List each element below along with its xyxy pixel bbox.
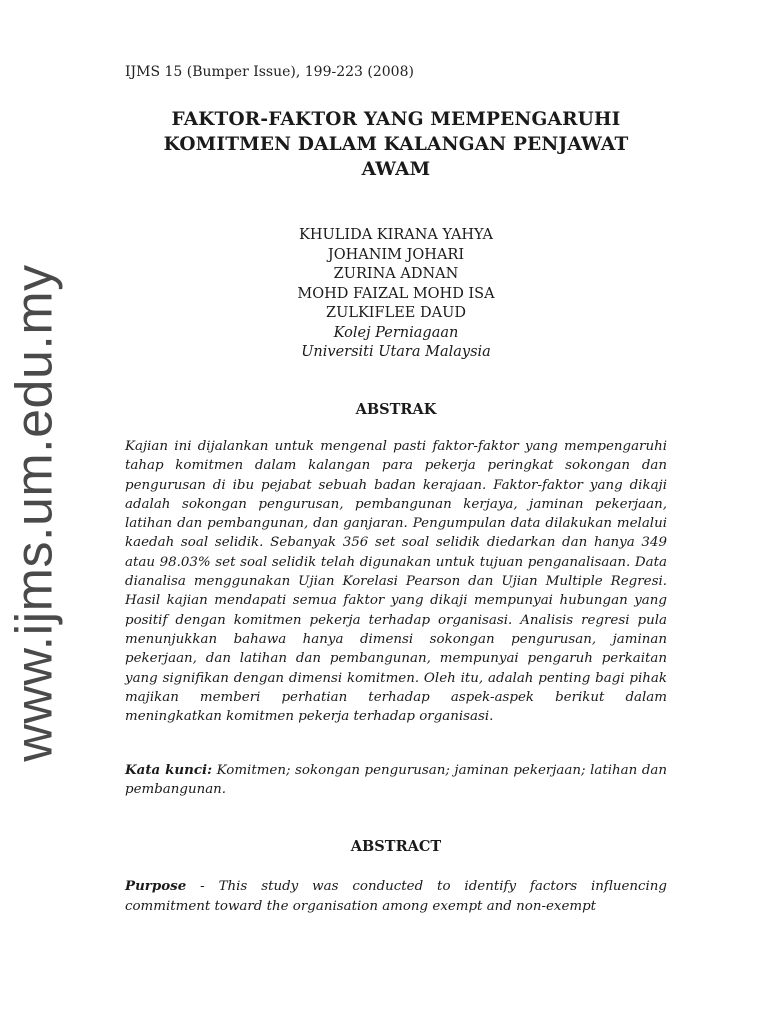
affiliation-line: Universiti Utara Malaysia	[301, 344, 491, 360]
paper-title	[125, 107, 667, 182]
purpose-text: - This study was conducted to identify factors influencing commitment toward the organisation among exempt and non-exempt	[125, 879, 667, 914]
abstrak-heading: ABSTRAK	[355, 401, 437, 418]
author-name: JOHANIM JOHARI	[327, 246, 465, 263]
author-name: MOHD FAIZAL MOHD ISA	[297, 285, 495, 302]
abstrak-body: Kajian ini dijalankan untuk mengenal pasti faktor-faktor yang mempengaruhi tahap komitmen dalam kalangan para pekerja peringkat sokongan dan pengurusan di ibu pejabat sebuah badan kerajaan. Faktor-faktor yang dikaji adalah sokongan pengurusan, pembangunan kerjaya, jaminan pekerjaan, latihan dan pembangunan, dan ganjaran. Pengumpulan data dilakukan melalui kaedah soal selidik. Sebanyak 356 set soal selidik diedarkan dan hanya 349 atau 98.03% set soal selidik telah digunakan untuk tujuan penganalisaan. Data dianalisa menggunakan Ujian Korelasi Pearson dan Ujian Multiple Regresi. Hasil kajian mendapati semua faktor yang dikaji mempunyai hubungan yang positif dengan komitmen pekerja terhadap organisasi. Analisis regresi pula menunjukkan bahawa hanya dimensi sokongan pengurusan, jaminan pekerjaan, dan latihan dan pembangunan, mempunyai pengaruh perkaitan yang signifikan dengan dimensi komitmen. Oleh itu, adalah penting bagi pihak majikan memberi perhatian terhadap aspek-aspek berikut dalam meningkatkan komitmen pekerja terhadap organisasi.	[125, 439, 667, 725]
author-name: ZURINA ADNAN	[333, 266, 459, 282]
author-block	[125, 226, 667, 363]
abstract-heading: ABSTRACT	[350, 838, 442, 855]
purpose-label: Purpose	[125, 878, 187, 894]
keywords	[125, 761, 667, 800]
title-line: AWAM	[361, 159, 431, 180]
keywords-label: Kata kunci:	[125, 762, 213, 778]
watermark-text: www.ijms.um.edu.my	[6, 263, 64, 762]
watermark	[8, 255, 62, 770]
title-line: FAKTOR-FAKTOR YANG MEMPENGARUHI	[171, 109, 621, 130]
affiliation-line: Kolej Perniagaan	[333, 324, 459, 341]
author-name: KHULIDA KIRANA YAHYA	[299, 227, 493, 243]
keywords-text: Komitmen; sokongan pengurusan; jaminan pekerjaan; latihan dan pembangunan.	[125, 763, 667, 798]
journal-citation: IJMS 15 (Bumper Issue), 199-223 (2008)	[125, 64, 414, 80]
author-name: ZULKIFLEE DAUD	[326, 305, 466, 321]
abstract-purpose	[125, 877, 667, 916]
title-line: KOMITMEN DALAM KALANGAN PENJAWAT	[163, 134, 629, 155]
